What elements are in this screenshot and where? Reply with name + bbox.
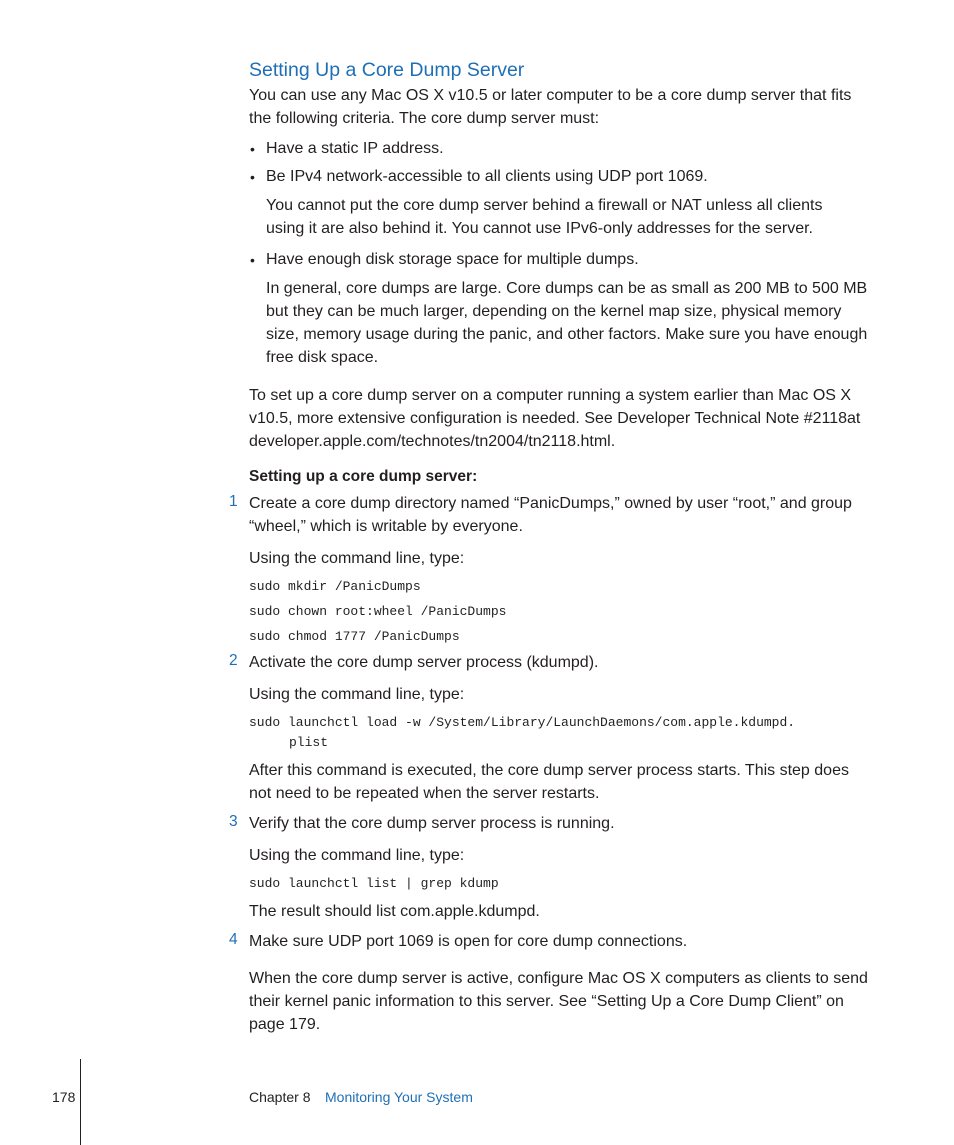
code-line: plist: [289, 735, 329, 750]
chapter-label: Chapter 8: [249, 1089, 311, 1105]
footer-divider: [80, 1059, 81, 1145]
step-2-text-1: Activate the core dump server process (kdumpd).: [249, 654, 599, 671]
note-line-3: developer.apple.com/technotes/tn2004/tn2118.html.: [249, 433, 616, 450]
step-number: 4: [229, 931, 238, 948]
bullet-3-detail-2: but they can be much larger, depending on the kernel map size, physical memory: [266, 303, 842, 320]
bullet-item-3: Have enough disk storage space for multiple dumps.: [266, 251, 639, 268]
code-line: sudo chmod 1777 /PanicDumps: [249, 629, 460, 644]
step-2-cmd-intro: Using the command line, type:: [249, 686, 465, 703]
bullet-3-detail-4: free disk space.: [266, 349, 379, 366]
bullet-item-2: Be IPv4 network-accessible to all clients using UDP port 1069.: [266, 168, 708, 185]
code-line: sudo launchctl list | grep kdump: [249, 876, 499, 891]
code-line: sudo chown root:wheel /PanicDumps: [249, 604, 507, 619]
bullet-item-1: Have a static IP address.: [266, 140, 444, 157]
bullet-3-detail-1: In general, core dumps are large. Core dumps can be as small as 200 MB to 500 MB: [266, 280, 868, 297]
page-number: 178: [52, 1089, 76, 1105]
step-2-after-1: After this command is executed, the core dump server process starts. This step does: [249, 762, 849, 779]
section-title: Setting Up a Core Dump Server: [249, 59, 525, 81]
chapter-title-link[interactable]: Monitoring Your System: [325, 1089, 473, 1105]
step-number: 3: [229, 813, 238, 830]
step-3-text-1: Verify that the core dump server process is running.: [249, 815, 615, 832]
intro-line-2: the following criteria. The core dump server must:: [249, 110, 600, 127]
step-number: 1: [229, 493, 238, 510]
closing-line-2: their kernel panic information to this server. See “Setting Up a Core Dump Client” on: [249, 993, 844, 1010]
bullet-marker: •: [250, 169, 255, 185]
note-line-1: To set up a core dump server on a computer running a system earlier than Mac OS X: [249, 387, 852, 404]
bullet-marker: •: [250, 252, 255, 268]
step-3-cmd-intro: Using the command line, type:: [249, 847, 465, 864]
step-3-after-1: The result should list com.apple.kdumpd.: [249, 903, 540, 920]
step-number: 2: [229, 652, 238, 669]
bullet-2-detail-2: using it are also behind it. You cannot use IPv6-only addresses for the server.: [266, 220, 813, 237]
bullet-3-detail-3: size, memory usage during the panic, and other factors. Make sure you have enough: [266, 326, 868, 343]
step-1-text-2: “wheel,” which is writable by everyone.: [249, 518, 523, 535]
note-line-2: v10.5, more extensive configuration is needed. See Developer Technical Note #2118at: [249, 410, 861, 427]
step-2-after-2: not need to be repeated when the server restarts.: [249, 785, 600, 802]
step-4-text-1: Make sure UDP port 1069 is open for core dump connections.: [249, 933, 688, 950]
intro-line-1: You can use any Mac OS X v10.5 or later computer to be a core dump server that fits: [249, 87, 852, 104]
closing-line-3: page 179.: [249, 1016, 321, 1033]
code-line: sudo launchctl load -w /System/Library/LaunchDaemons/com.apple.kdumpd.: [249, 715, 796, 730]
closing-line-1: When the core dump server is active, configure Mac OS X computers as clients to send: [249, 970, 868, 987]
code-line: sudo mkdir /PanicDumps: [249, 579, 421, 594]
step-1-text-1: Create a core dump directory named “PanicDumps,” owned by user “root,” and group: [249, 495, 852, 512]
bullet-2-detail-1: You cannot put the core dump server behind a firewall or NAT unless all clients: [266, 197, 823, 214]
step-1-cmd-intro: Using the command line, type:: [249, 550, 465, 567]
bullet-marker: •: [250, 141, 255, 157]
procedure-heading: Setting up a core dump server:: [249, 468, 478, 485]
